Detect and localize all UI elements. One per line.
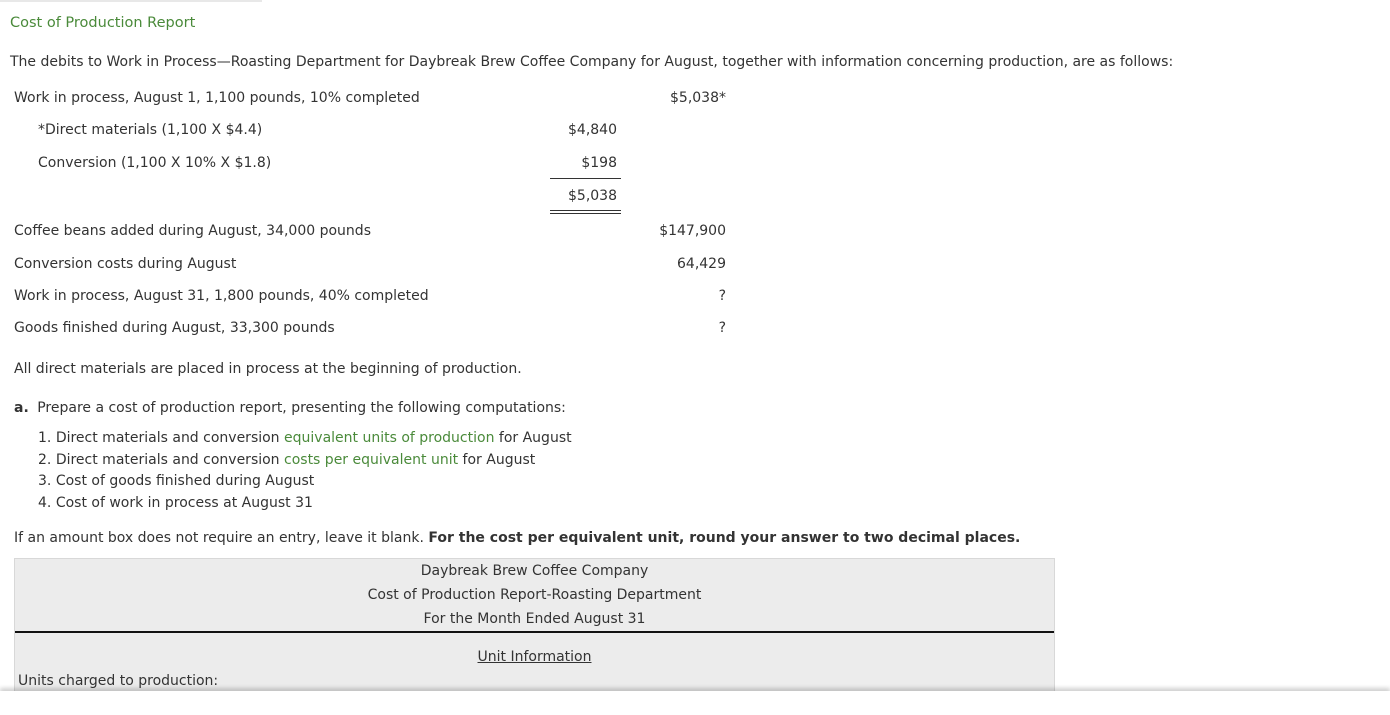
computations-list xyxy=(38,428,572,515)
beans-added-label: Coffee beans added during August, 34,000 pounds xyxy=(14,223,371,239)
page-title: Cost of Production Report xyxy=(10,15,196,31)
header-divider xyxy=(15,631,1054,633)
wip-begin-amount: $5,038* xyxy=(670,90,726,106)
materials-note: All direct materials are placed in process at the beginning of production. xyxy=(14,361,522,377)
conversion-costs-amount: 64,429 xyxy=(677,256,726,272)
unit-information-heading xyxy=(15,648,1054,666)
beans-added-amount: $147,900 xyxy=(659,223,726,239)
report-title: Cost of Production Report-Roasting Department xyxy=(367,587,702,603)
list-text: Cost of goods finished during August xyxy=(55,473,315,490)
total-double-rule xyxy=(550,210,621,214)
conversion-label: Conversion (1,100 X 10% X $1.8) xyxy=(38,155,272,171)
units-charged-label: Units charged to production: xyxy=(18,673,219,689)
list-item xyxy=(38,471,572,493)
list-text: Cost of work in process at August 31 xyxy=(55,495,313,512)
part-a-text: Prepare a cost of production report, presenting the following computations: xyxy=(37,400,566,416)
list-number: 1. xyxy=(38,430,52,446)
conversion-costs-label: Conversion costs during August xyxy=(14,256,237,272)
goods-finished-label: Goods finished during August, 33,300 pounds xyxy=(14,320,335,336)
instructions xyxy=(14,529,1020,547)
list-number: 2. xyxy=(38,451,52,468)
list-item xyxy=(38,428,572,450)
list-item xyxy=(38,493,572,515)
list-text: for August xyxy=(458,451,536,468)
list-text: Direct materials and conversion xyxy=(55,430,285,446)
subtotal-amount: $5,038 xyxy=(568,188,617,204)
list-number: 3. xyxy=(38,473,52,490)
cost-report-panel xyxy=(14,558,1055,700)
list-number: 4. xyxy=(38,495,52,512)
intro-text: The debits to Work in Process—Roasting Department for Daybreak Brew Coffee Company for August, together with information concerning production, are as follows: xyxy=(10,54,1174,70)
conversion-amount: $198 xyxy=(581,155,617,171)
subtotal-rule xyxy=(550,178,621,179)
wip-end-label: Work in process, August 31, 1,800 pounds, 40% completed xyxy=(14,288,429,304)
list-text: for August xyxy=(494,430,572,446)
section-label: Unit Information xyxy=(477,649,592,665)
direct-materials-label: *Direct materials (1,100 X $4.4) xyxy=(38,122,263,138)
wip-end-amount: ? xyxy=(718,288,726,304)
list-item xyxy=(38,450,572,472)
glossary-link-cost-per-unit[interactable]: costs per equivalent unit xyxy=(284,451,459,468)
glossary-link-equivalent-units[interactable]: equivalent units of production xyxy=(284,430,495,446)
list-text: Direct materials and conversion xyxy=(55,451,285,468)
instruction-bold: For the cost per equivalent unit, round your answer to two decimal places. xyxy=(428,530,1021,546)
goods-finished-amount: ? xyxy=(718,320,726,336)
bottom-scroll-edge xyxy=(0,691,1390,715)
part-a-letter: a. xyxy=(14,400,29,416)
top-border xyxy=(0,0,262,2)
wip-begin-label: Work in process, August 1, 1,100 pounds, 10% completed xyxy=(14,90,420,106)
instruction-plain: If an amount box does not require an entry, leave it blank. xyxy=(14,530,424,546)
direct-materials-amount: $4,840 xyxy=(568,122,617,138)
report-period: For the Month Ended August 31 xyxy=(423,611,646,627)
part-a-prompt xyxy=(14,399,566,417)
report-company: Daybreak Brew Coffee Company xyxy=(420,563,649,579)
